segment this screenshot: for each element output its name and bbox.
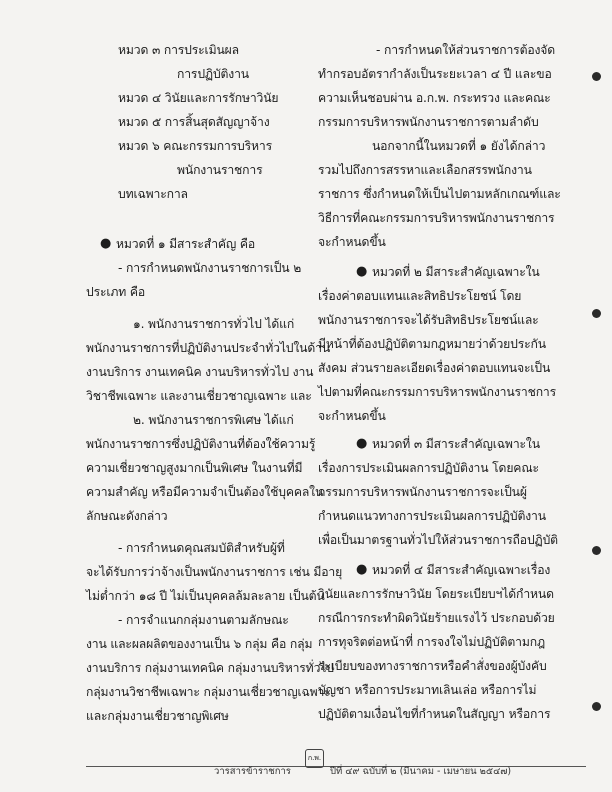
toc-line: หมวด ๔ วินัยและการรักษาวินัย — [118, 91, 279, 105]
toc-line: พนักงานราชการ — [177, 163, 263, 177]
bullet-icon: ● — [100, 236, 112, 251]
paragraph-line: ระเบียบของทางราชการหรือคำสั่งของผู้บังคับ — [318, 659, 547, 673]
paragraph-line: ราชการ ซึ่งกำหนดให้เป็นไปตามหลักเกณฑ์และ — [318, 187, 561, 201]
toc-line: หมวด ๕ การสิ้นสุดสัญญาจ้าง — [118, 115, 270, 129]
paragraph-line: พนักงานราชการซึ่งปฏิบัติงานที่ต้องใช้ความรู้ — [86, 437, 316, 451]
section-heading: หมวดที่ ๑ มีสาระสำคัญ คือ — [116, 237, 256, 251]
paragraph-line: - การกำหนดพนักงานราชการเป็น ๒ — [118, 261, 302, 275]
paragraph-line: สังคม ส่วนรายละเอียดเรื่องค่าตอบแทนจะเป็น — [318, 361, 551, 375]
paragraph-line: วินัยและการรักษาวินัย โดยระเบียบฯได้กำหนด — [318, 587, 554, 601]
paragraph-line: จะได้รับการว่าจ้างเป็นพนักงานราชการ เช่น มีอายุ — [86, 565, 343, 579]
paragraph-line: การทุจริตต่อหน้าที่ การจงใจไม่ปฏิบัติตามกฎ — [318, 635, 545, 649]
paragraph-line: บัญชา หรือการประมาทเลินเล่อ หรือการไม่ — [318, 683, 537, 697]
paragraph-line: กรณีการกระทำผิดวินัยร้ายแรงไว้ ประกอบด้วย — [318, 611, 555, 625]
section-heading: หมวดที่ ๒ มีสาระสำคัญเฉพาะใน — [372, 265, 540, 279]
paragraph-line: และกลุ่มงานเชี่ยวชาญพิเศษ — [86, 709, 229, 723]
paragraph-line: ไปตามที่คณะกรรมการบริหารพนักงานราชการ — [318, 385, 557, 399]
paragraph-line: จะกำหนดขึ้น — [318, 235, 386, 249]
toc-line: หมวด ๓ การประเมินผล — [118, 43, 239, 57]
paragraph-line: ลักษณะดังกล่าว — [86, 509, 168, 523]
paragraph-line: ประเภท คือ — [86, 285, 146, 299]
paragraph-line: เรื่องการประเมินผลการปฏิบัติงาน โดยคณะ — [318, 461, 539, 475]
binding-hole-mark — [592, 309, 601, 318]
bullet-icon: ● — [356, 264, 368, 279]
paragraph-line: งานบริการ กลุ่มงานเทคนิค กลุ่มงานบริหารทั่วไป — [86, 661, 334, 675]
paragraph-line: กลุ่มงานวิชาชีพเฉพาะ กลุ่มงานเชี่ยวชาญเฉพาะ — [86, 685, 331, 699]
journal-logo: ก.พ. — [305, 749, 324, 768]
paragraph-line: กำหนดแนวทางการประเมินผลการปฏิบัติงาน — [318, 509, 546, 523]
paragraph-line: มีหน้าที่ต้องปฏิบัติตามกฎหมายว่าด้วยประกัน — [318, 337, 546, 351]
paragraph-line: ปฏิบัติตามเงื่อนไขที่กำหนดในสัญญา หรือการ — [318, 707, 551, 721]
toc-line: หมวด ๖ คณะกรรมการบริหาร — [118, 139, 272, 153]
paragraph-line: วิธีการที่คณะกรรมการบริหารพนักงานราชการ — [318, 211, 555, 225]
paragraph-line: พนักงานราชการจะได้รับสิทธิประโยชน์และ — [318, 313, 539, 327]
paragraph-line: งานบริการ งานเทคนิค งานบริหารทั่วไป งาน — [86, 365, 314, 379]
binding-hole-mark — [592, 702, 601, 711]
paragraph-line: - การกำหนดให้ส่วนราชการต้องจัด — [376, 43, 556, 57]
paragraph-line: ทำกรอบอัตรากำลังเป็นระยะเวลา ๔ ปี และขอ — [318, 67, 552, 81]
section-heading: หมวดที่ ๔ มีสาระสำคัญเฉพาะเรื่อง — [372, 563, 551, 577]
paragraph-line: ๒. พนักงานราชการพิเศษ ได้แก่ — [133, 413, 294, 427]
bullet-icon: ● — [356, 562, 368, 577]
paragraph-line: ไม่ต่ำกว่า ๑๘ ปี ไม่เป็นบุคคลล้มละลาย เป็นต้น — [86, 589, 325, 603]
paragraph-line: ความเห็นชอบผ่าน อ.ก.พ. กระทรวง และคณะ — [318, 91, 551, 105]
paragraph-line: จะกำหนดขึ้น — [318, 409, 386, 423]
paragraph-line: รวมไปถึงการสรรหาและเลือกสรรพนักงาน — [318, 163, 532, 177]
toc-line: การปฏิบัติงาน — [177, 67, 249, 81]
footer-issue: ปีที่ ๔๙ ฉบับที่ ๒ (มีนาคม - เมษายน ๒๕๔๗) — [330, 766, 512, 777]
footer-journal-name: วารสารข้าราชการ — [214, 766, 291, 777]
paragraph-line: พนักงานราชการที่ปฏิบัติงานประจำทั่วไปในด้าน — [86, 341, 331, 355]
bullet-icon: ● — [356, 436, 368, 451]
paragraph-line: เพื่อเป็นมาตรฐานทั่วไปให้ส่วนราชการถือปฏิบัติ — [318, 533, 558, 547]
paragraph-line: วิชาชีพเฉพาะ และงานเชี่ยวชาญเฉพาะ และ — [86, 389, 312, 403]
paragraph-line: ๑. พนักงานราชการทั่วไป ได้แก่ — [133, 317, 295, 331]
paragraph-line: ความสำคัญ หรือมีความจำเป็นต้องใช้บุคคลใน — [86, 485, 324, 499]
binding-hole-mark — [592, 546, 601, 555]
paragraph-line: เรื่องค่าตอบแทนและสิทธิประโยชน์ โดย — [318, 289, 522, 303]
paragraph-line: งาน และผลผลิตของงานเป็น ๖ กลุ่ม คือ กลุ่ม — [86, 637, 313, 651]
paragraph-line: - การจำแนกกลุ่มงานตามลักษณะ — [118, 613, 289, 627]
binding-hole-mark — [592, 72, 601, 81]
paragraph-line: ความเชี่ยวชาญสูงมากเป็นพิเศษ ในงานที่มี — [86, 461, 303, 475]
paragraph-line: กรรมการบริหารพนักงานราชการตามลำดับ — [318, 115, 539, 129]
paragraph-line: นอกจากนี้ในหมวดที่ ๑ ยังได้กล่าว — [372, 139, 546, 153]
paragraph-line: กรรมการบริหารพนักงานราชการจะเป็นผู้ — [318, 485, 527, 499]
toc-line: บทเฉพาะกาล — [118, 187, 188, 201]
section-heading: หมวดที่ ๓ มีสาระสำคัญเฉพาะใน — [372, 437, 540, 451]
paragraph-line: - การกำหนดคุณสมบัติสำหรับผู้ที่ — [118, 541, 285, 555]
